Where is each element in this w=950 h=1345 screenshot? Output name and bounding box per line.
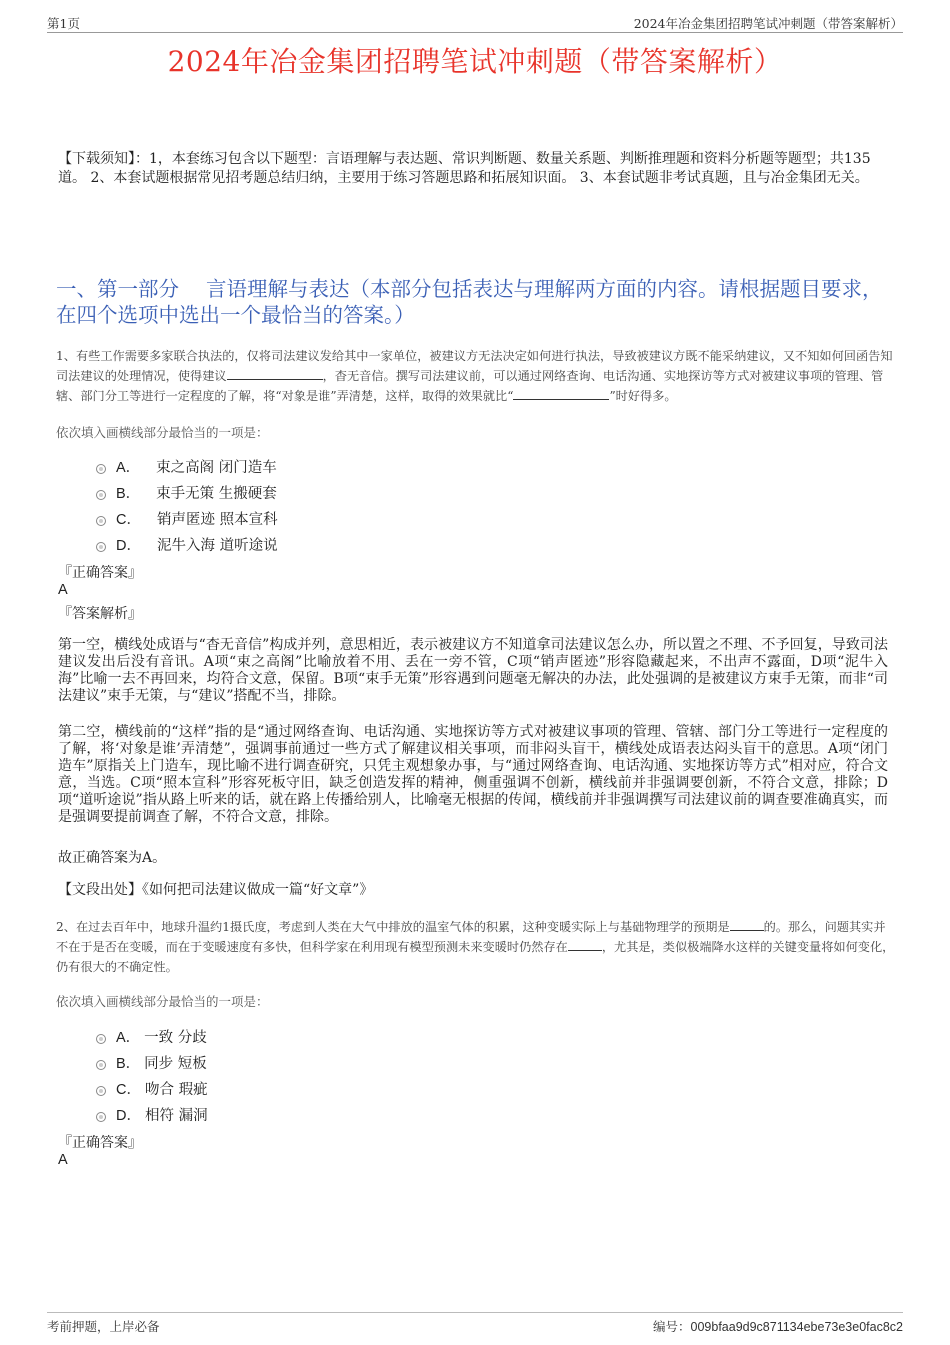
option-d[interactable] bbox=[96, 531, 278, 557]
option-text: 束手无策 生搬硬套 bbox=[156, 485, 277, 502]
option-key: D． bbox=[116, 537, 141, 554]
question-2-options bbox=[96, 1023, 208, 1127]
option-key: A． bbox=[116, 1029, 141, 1046]
option-key: B． bbox=[116, 1055, 141, 1072]
radio-icon[interactable] bbox=[96, 1112, 106, 1122]
option-b[interactable] bbox=[96, 479, 278, 505]
option-d[interactable] bbox=[96, 1101, 208, 1127]
download-notice: 【下载须知】：1，本套练习包含以下题型：言语理解与表达题、常识判断题、数量关系题、判断推理题和资料分析题等题型；共135道。 2、本套试题根据常见招考题总结归纳，主要用于练习答题思路和拓展知识面。 3、本套试题非考试真题，且与冶金集团无关。 bbox=[58, 151, 871, 186]
option-key: D． bbox=[116, 1107, 141, 1124]
question-2-hint: 依次填入画横线部分最恰当的一项是： bbox=[56, 994, 269, 1009]
code-value: 009bfaa9d9c871134ebe73e3e0fac8c2 bbox=[690, 1320, 903, 1334]
q1-stem-part-a: 1、有些工作需要多家联合执法的，仅将司法建议发给其中一家单位，被建议方无法决定如何进行执法，导致被建议方既不能采纳建议，又不知如何回函告知司法建议的处理情况，使得建议 bbox=[56, 349, 893, 383]
option-b[interactable] bbox=[96, 1049, 208, 1075]
q1-stem-part-c: ”时好得多。 bbox=[609, 389, 677, 403]
option-text: 销声匿迹 照本宣科 bbox=[156, 511, 278, 528]
footer-code bbox=[653, 1317, 903, 1335]
source-citation: 【文段出处】《如何把司法建议做成一篇“好文章”》 bbox=[58, 882, 374, 898]
radio-icon[interactable] bbox=[96, 490, 106, 500]
page-footer bbox=[47, 1312, 903, 1335]
option-text: 一致 分歧 bbox=[144, 1029, 207, 1046]
header-doc-title: 2024年冶金集团招聘笔试冲刺题（带答案解析） bbox=[633, 16, 903, 31]
answer-label: 『正确答案』 bbox=[58, 565, 142, 581]
radio-icon[interactable] bbox=[96, 1034, 106, 1044]
conclusion: 故正确答案为A。 bbox=[58, 850, 167, 866]
section-title: 一、第一部分 言语理解与表达（本部分包括表达与理解两方面的内容。请根据题目要求，在四个选项中选出一个最恰当的答案。） bbox=[56, 277, 883, 327]
option-key: C． bbox=[116, 511, 141, 528]
option-key: B． bbox=[116, 485, 141, 502]
option-c[interactable] bbox=[96, 1075, 208, 1101]
q2-stem-part-c: ，尤其是，类似极端降水这样的关键变量将如何变化，仍有很大的不确定性。 bbox=[56, 940, 895, 974]
radio-icon[interactable] bbox=[96, 516, 106, 526]
fill-blank bbox=[227, 366, 323, 380]
radio-icon[interactable] bbox=[96, 1060, 106, 1070]
q2-stem-part-b: 的。那么，问题其实并不在于是否在变暖，而在于变暖速度有多快，但科学家在利用现有模型预测未来变暖时仍然存在 bbox=[56, 920, 886, 954]
option-key: C． bbox=[116, 1081, 141, 1098]
q1-stem-part-b: ，杳无音信。撰写司法建议前，可以通过网络查询、电话沟通、实地探访等方式对被建议事项的管理、管辖、部门分工等进行一定程度的了解，将“对象是谁”弄清楚，这样，取得的效果就比“ bbox=[56, 369, 884, 403]
fill-blank bbox=[568, 937, 602, 951]
option-a[interactable] bbox=[96, 1023, 208, 1049]
option-text: 泥牛入海 道听途说 bbox=[156, 537, 278, 554]
q2-stem-part-a: 2、在过去百年中，地球升温约1摄氏度，考虑到人类在大气中排放的温室气体的积累，这种变暖实际上与基础物理学的预期是 bbox=[56, 920, 730, 934]
question-2-stem bbox=[56, 917, 896, 977]
option-c[interactable] bbox=[96, 505, 278, 531]
footer-slogan: 考前押题，上岸必备 bbox=[47, 1319, 160, 1334]
radio-icon[interactable] bbox=[96, 542, 106, 552]
option-key: A． bbox=[116, 459, 141, 476]
analysis-label: 『答案解析』 bbox=[58, 606, 142, 622]
fill-blank bbox=[730, 917, 764, 931]
option-text: 同步 短板 bbox=[144, 1055, 207, 1072]
analysis-paragraph-2: 第二空，横线前的“这样”指的是“通过网络查询、电话沟通、实地探访等方式对被建议事项的管理、管辖、部门分工等进行一定程度的了解，将‘对象是谁’弄清楚”，强调事前通过一些方式了解建议相关事项，而非闷头盲干，横线处成语表达闷头盲干的意思。A项“闭门造车”原指关上门造车，现比喻不进行调查研究，只凭主观想象办事，与“通过网络查询、电话沟通、实地探访等方式”相对应，符合文意，当选。C项“照本宣科”形容死板守旧，缺乏创造发挥的精神，侧重强调不创新，横线前并非强调要创新，不符合文意，排除；D项“道听途说”指从路上听来的话，就在路上传播给别人，比喻毫无根据的传闻，横线前并非强调撰写司法建议前的调查要准确真实，而是强调要提前调查了解，不符合文意，排除。 bbox=[58, 724, 888, 825]
option-text: 束之高阁 闭门造车 bbox=[156, 459, 277, 476]
answer-value: A bbox=[58, 1152, 68, 1168]
answer-value: A bbox=[58, 582, 68, 598]
option-text: 相符 漏洞 bbox=[144, 1107, 208, 1124]
question-1-hint: 依次填入画横线部分最恰当的一项是： bbox=[56, 425, 269, 440]
page-header bbox=[47, 12, 903, 33]
analysis-paragraph-1: 第一空，横线处成语与“杳无音信”构成并列，意思相近，表示被建议方不知道拿司法建议怎么办，所以置之不理、不予回复，导致司法建议发出后没有音讯。A项“束之高阁”比喻放着不用、丢在一旁不管，C项“销声匿迹”形容隐藏起来，不出声不露面，D项“泥牛入海”比喻一去不再回来，均符合文意，保留。B项“束手无策”形容遇到问题毫无解决的办法，此处强调的是被建议方束手无策，而非“司法建议”束手无策，与“建议”搭配不当，排除。 bbox=[58, 637, 888, 704]
question-1-options bbox=[96, 453, 278, 557]
option-a[interactable] bbox=[96, 453, 278, 479]
code-label: 编号： bbox=[653, 1319, 691, 1334]
fill-blank bbox=[513, 386, 609, 400]
answer-label: 『正确答案』 bbox=[58, 1135, 142, 1151]
page-title: 2024年冶金集团招聘笔试冲刺题（带答案解析） bbox=[167, 45, 783, 78]
option-text: 吻合 瑕疵 bbox=[144, 1081, 208, 1098]
radio-icon[interactable] bbox=[96, 464, 106, 474]
page-number: 第1页 bbox=[47, 16, 80, 31]
question-1-stem bbox=[56, 346, 896, 406]
radio-icon[interactable] bbox=[96, 1086, 106, 1096]
